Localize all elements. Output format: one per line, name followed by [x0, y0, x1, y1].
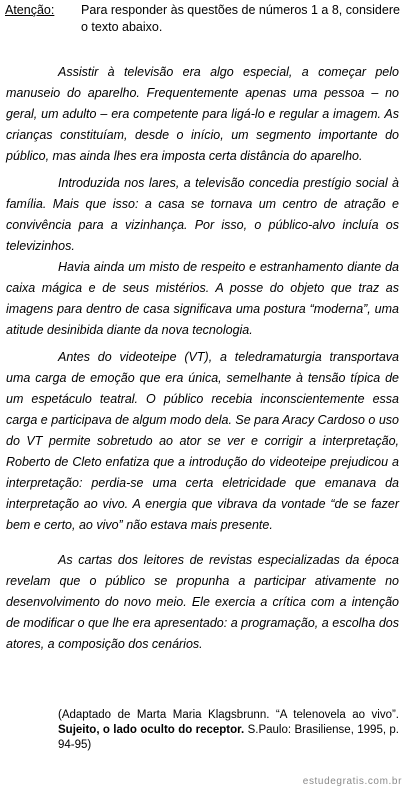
citation-suffix: S.Paulo: Brasiliense, 1995, p. 94-95) [58, 724, 400, 751]
paragraph-5: As cartas dos leitores de revistas especializadas da época revelam que o público se propunha a participar ativamente no desenvolvimento do novo meio. Ele exercia a crítica com a intenção de modificar o que lhe era apresentado: a programação, a escolha dos atores, a composição dos cenários. [6, 553, 399, 651]
paragraph-1: Assistir à televisão era algo especial, a começar pelo manuseio do aparelho. Frequentemente apenas uma pessoa – no geral, um adulto – era competente para ligá-lo e regular a imagem. As crianças constituíam, desde o início, um segmento importante do público, mas ainda lhes era imposta certa distância do aparelho. [6, 65, 399, 163]
site-watermark: estudegratis.com.br [302, 776, 402, 787]
source-citation [58, 708, 399, 753]
instruction-text: Para responder às questões de números 1 a 8, considere o texto abaixo. [81, 3, 400, 34]
paragraph-4: Antes do videoteipe (VT), a teledramaturgia transportava uma carga de emoção que era única, semelhante à tensão típica de um espetáculo teatral. O público recebia inconscientemente essa carga e participava de algum modo dela. Se para Aracy Cardoso o uso do VT permite sobretudo ao ator se ver e corrigir a interpretação, Roberto de Cleto enfatiza que a introdução do videoteipe prejudicou a interpretação: perdia-se uma certa eletricidade que emanava da interpretação ao vivo. A energia que vibrava da vontade “de se fazer bem e certo, ao vivo” não estava mais presente. [6, 350, 399, 532]
paragraph-2: Introduzida nos lares, a televisão concedia prestígio social à família. Mais que isso: a casa se tornava um centro de atração e convivência para a vizinhança. Por isso, o público-alvo incluía os televizinhos. [6, 176, 399, 253]
paragraph-3: Havia ainda um misto de respeito e estranhamento diante da caixa mágica e de seus mistérios. A posse do objeto que traz as imagens para dentro de casa significava uma postura “moderna”, uma atitude desinibida diante da nova tecnologia. [6, 260, 399, 337]
attention-label: Atenção: [5, 3, 55, 17]
citation-title: Sujeito, o lado oculto do receptor. [58, 724, 245, 736]
citation-prefix: (Adaptado de Marta Maria Klagsbrunn. “A telenovela ao vivo”. [58, 709, 399, 721]
passage [6, 62, 399, 655]
